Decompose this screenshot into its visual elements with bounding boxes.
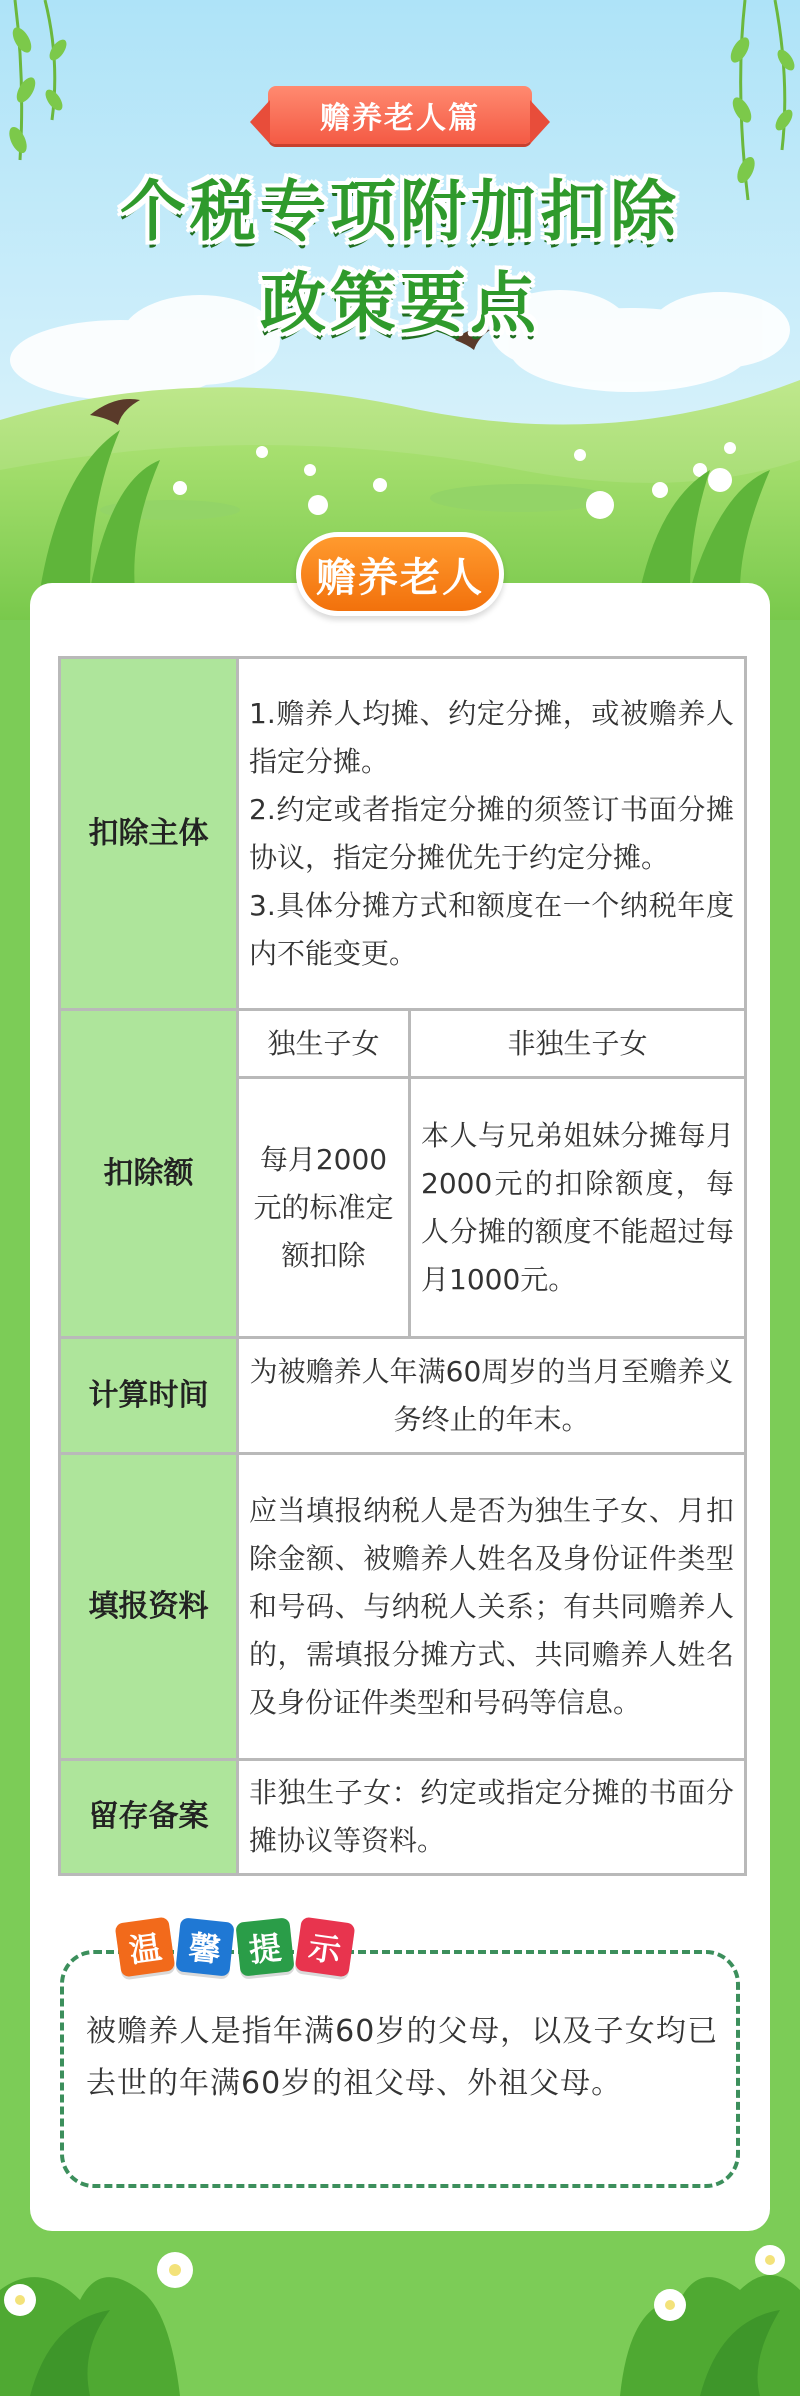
non-only-child-value: 本人与兄弟姐妹分摊每月2000元的扣除额度，每人分摊的额度不能超过每月1000元。 (410, 1078, 746, 1338)
table-row (60, 1338, 746, 1454)
table-row (60, 1454, 746, 1760)
row-label-deduction-subject: 扣除主体 (60, 658, 238, 1010)
tip-char-2: 馨 (186, 1928, 223, 1970)
filing-info-value: 应当填报纳税人是否为独生子女、月扣除金额、被赡养人姓名及身份证件类型和号码、与纳税人关系；有共同赡养人的，需填报分摊方式、共同赡养人姓名及身份证件类型和号码等信息。 (238, 1454, 746, 1760)
tip-chip-2 (175, 1917, 234, 1976)
row-label-deduction-amount: 扣除额 (60, 1010, 238, 1338)
calculation-time-value: 为被赡养人年满60周岁的当月至赡养义务终止的年末。 (238, 1338, 746, 1454)
ribbon-label: 赡养老人篇 (320, 101, 480, 136)
page-title-line2: 政策要点 (260, 265, 540, 342)
policy-table (58, 656, 747, 1876)
tip-chip-4 (295, 1917, 356, 1978)
deduction-subject-line-3: 3.具体分摊方式和额度在一个纳税年度内不能变更。 (249, 888, 734, 970)
tip-char-1: 温 (126, 1927, 164, 1971)
table-row (60, 1760, 746, 1875)
only-child-header: 独生子女 (238, 1010, 410, 1078)
tip-char-4: 示 (306, 1927, 344, 1971)
retention-value: 非独生子女：约定或指定分摊的书面分摊协议等资料。 (238, 1760, 746, 1875)
page-title-line1: 个税专项附加扣除 (120, 173, 680, 250)
tip-chip-1 (115, 1917, 176, 1978)
deduction-subject-line-1: 1.赡养人均摊、约定分摊，或被赡养人指定分摊。 (249, 696, 734, 778)
only-child-value: 每月2000元的标准定额扣除 (238, 1078, 410, 1338)
section-title-pill (296, 532, 504, 616)
non-only-child-header: 非独生子女 (410, 1010, 746, 1078)
deduction-subject-content (238, 658, 746, 1010)
tip-text: 被赡养人是指年满60岁的父母，以及子女均已去世的年满60岁的祖父母、外祖父母。 (86, 2014, 718, 2101)
section-title: 赡养老人 (316, 554, 484, 601)
deduction-subject-line-2: 2.约定或者指定分摊的须签订书面分摊协议，指定分摊优先于约定分摊。 (249, 792, 734, 874)
table-row (60, 658, 746, 1010)
table-row (60, 1010, 746, 1078)
tip-chip-3 (235, 1917, 294, 1976)
tip-char-3: 提 (247, 1928, 284, 1970)
header-ribbon (268, 86, 532, 144)
row-label-calculation-time: 计算时间 (60, 1338, 238, 1454)
row-label-retention: 留存备案 (60, 1760, 238, 1875)
row-label-filing-info: 填报资料 (60, 1454, 238, 1760)
